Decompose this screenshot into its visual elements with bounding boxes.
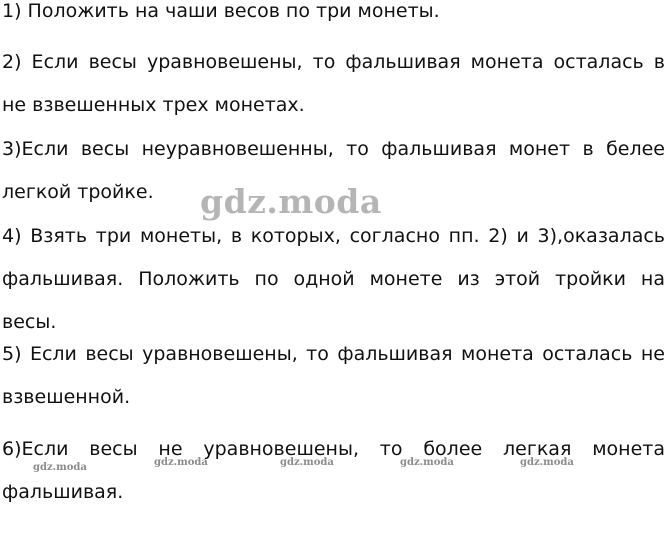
paragraph-5 [2, 333, 665, 419]
paragraph-2-line-1: 2) Если весы уравновешены, то фальшивая монета осталась в [2, 51, 665, 73]
watermark-small: gdz.moda [400, 457, 454, 468]
paragraph-3-line-1: 3)Если весы неуравновешенны, то фальшивая монет в белее [2, 138, 665, 160]
paragraph-2-line-2: не взвешенных трех монетах. [2, 94, 305, 116]
paragraph-5-line-2: взвешенной. [2, 386, 131, 408]
paragraph-1 [2, 0, 665, 33]
watermark-small: gdz.moda [520, 457, 574, 468]
paragraph-4-line-2: фальшивая. Положить по одной монете из этой тройки на [2, 268, 665, 290]
paragraph-6 [2, 428, 665, 514]
paragraph-4 [2, 215, 665, 344]
paragraph-5-line-1: 5) Если весы уравновешены, то фальшивая монета осталась не [2, 343, 665, 365]
watermark-logo: gdz.moda [200, 182, 382, 221]
watermark-small: gdz.moda [154, 457, 208, 468]
paragraph-4-line-3: весы. [2, 311, 57, 333]
paragraph-3-line-2: легкой тройке. [2, 181, 154, 203]
paragraph-1-line-1: 1) Положить на чаши весов по три монеты. [2, 0, 440, 22]
paragraph-4-line-1: 4) Взять три монеты, в которых, согласно пп. 2) и 3),оказалась [2, 225, 665, 247]
watermark-small: gdz.moda [280, 457, 334, 468]
paragraph-2 [2, 41, 665, 127]
paragraph-6-line-1: 6)Если весы не уравновешены, то более легкая монета [2, 438, 665, 460]
watermark-small: gdz.moda [33, 462, 87, 473]
paragraph-6-line-2: фальшивая. [2, 481, 124, 503]
